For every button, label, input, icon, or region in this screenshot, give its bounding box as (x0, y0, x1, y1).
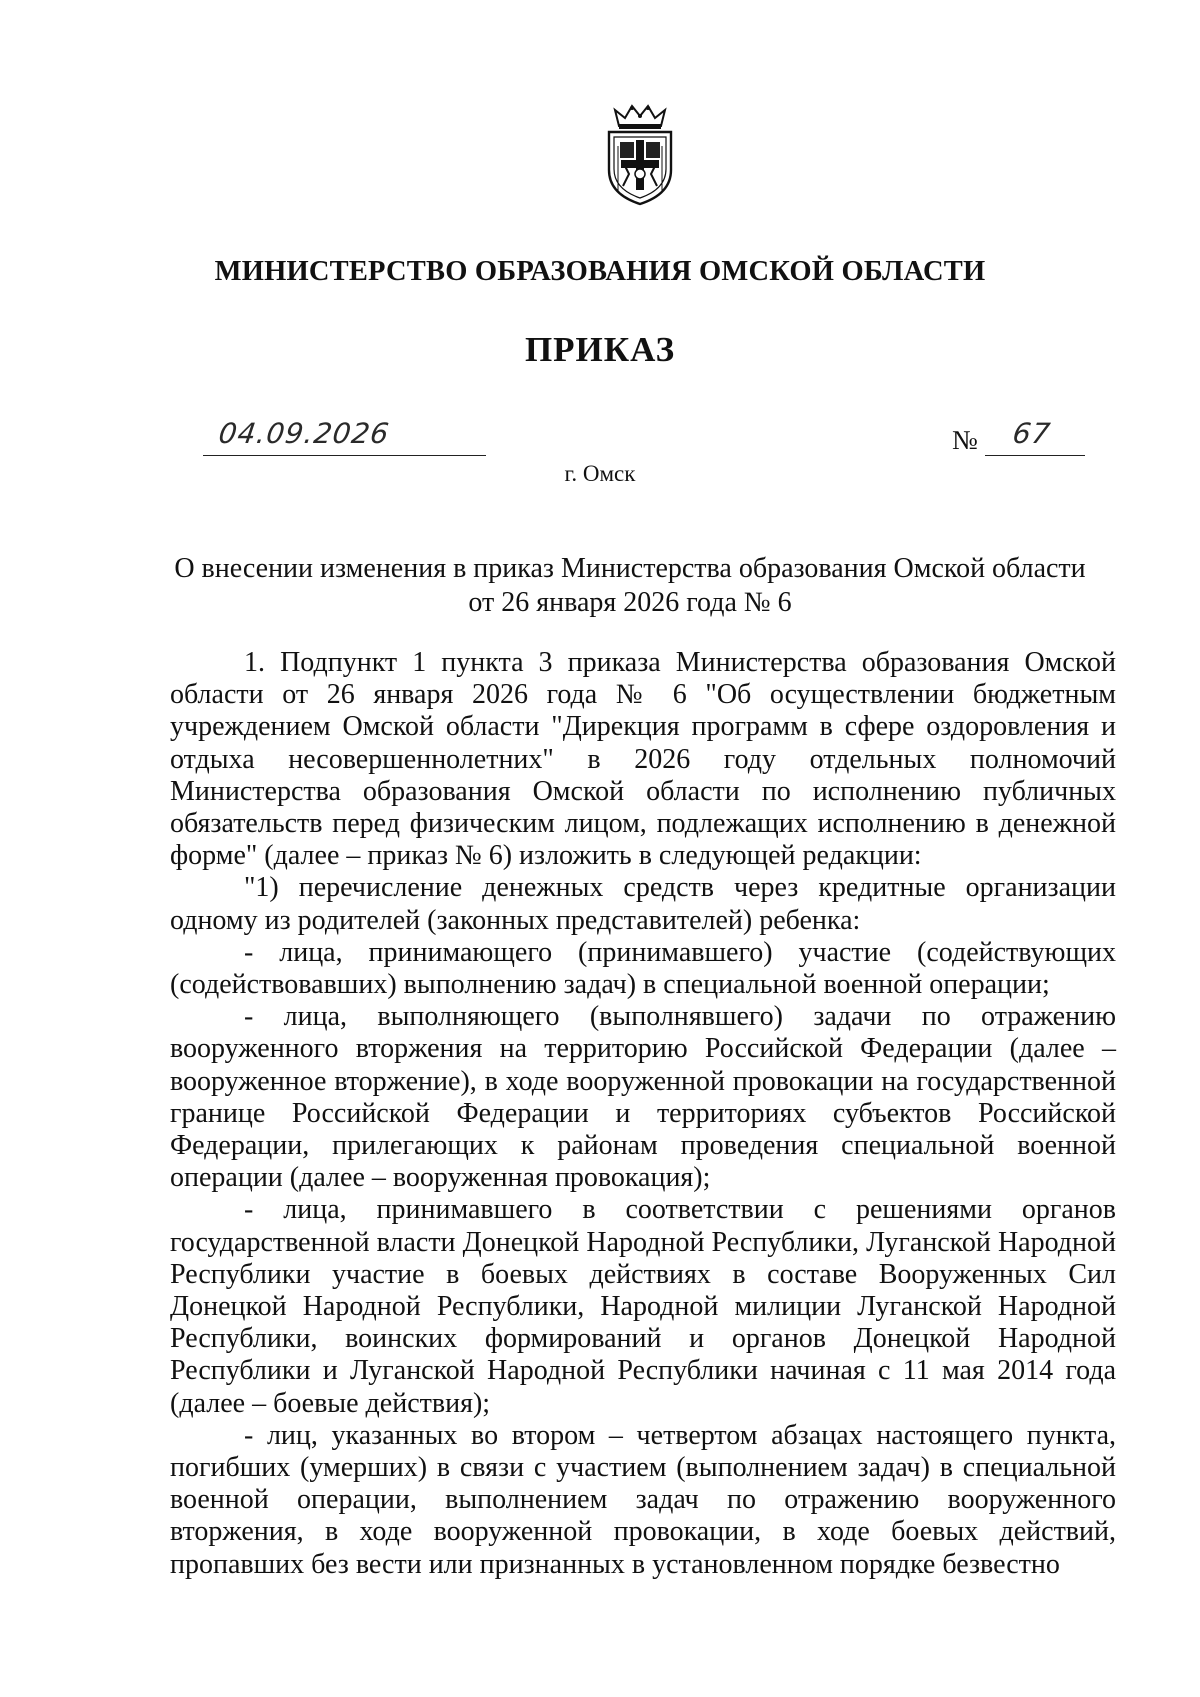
body-paragraph: - лиц, указанных во втором – четвертом абзацах настоящего пункта, погибших (умерших) в связи с участием (выполнением задач) в специальной военной операции, выполнением задач по отражению вооруженного вторжения, в ходе вооруженной провокации, в ходе боевых действий, пропавших без вести или признанных в установленном порядке безвестно (170, 1419, 1116, 1580)
number-label: № (952, 425, 978, 455)
document-type-title: ПРИКАЗ (524, 330, 676, 369)
ministry-title: МИНИСТЕРСТВО ОБРАЗОВАНИЯ ОМСКОЙ ОБЛАСТИ (214, 256, 986, 287)
date-handwritten: 04.09.2026 (216, 417, 392, 450)
omsk-coat-of-arms-icon (601, 104, 679, 206)
body-paragraph: - лица, принимавшего в соответствии с решениями органов государственной власти Донецкой Народной Республики, Луганской Народной Республики участие в боевых действиях в составе Вооруженных Сил Донецкой Народной Республики, Народной милиции Луганской Народной Республики, воинских формирований и органов Донецкой Народной Республики и Луганской Народной Республики начиная с 11 мая 2014 года (далее – боевые действия); (170, 1194, 1116, 1419)
body-paragraph: - лица, принимающего (принимавшего) участие (содействующих (содействовавших) выполнению задач) в специальной военной операции; (170, 936, 1116, 1001)
number-handwritten: 67 (1010, 417, 1053, 450)
date-field (203, 415, 486, 456)
body-paragraph: - лица, выполняющего (выполнявшего) задачи по отражению вооруженного вторжения на территорию Российской Федерации (далее – вооруженное вторжение), в ходе вооруженной провокации на государственной границе Российской Федерации и территориях субъектов Российской Федерации, прилегающих к районам проведения специальной военной операции (далее – вооруженная провокация); (170, 1001, 1116, 1194)
city-label: г. Омск (564, 461, 636, 486)
body-paragraph: 1. Подпункт 1 пункта 3 приказа Министерства образования Омской области от 26 января 2026 года № 6 "Об осуществлении бюджетным учреждением Омской области "Дирекция программ в сфере оздоровления и отдыха несовершеннолетних" в 2026 году отдельных полномочий Министерства образования Омской области по исполнению публичных обязательств перед физическим лицом, подлежащих исполнению в денежной форме" (далее – приказ № 6) изложить в следующей редакции: (170, 647, 1116, 872)
number-field (985, 415, 1085, 456)
body-paragraph: "1) перечисление денежных средств через кредитные организации одному из родителей (законных представителей) ребенка: (170, 872, 1116, 936)
document-body (170, 647, 1116, 1581)
subject-line-2: от 26 января 2026 года № 6 (468, 587, 792, 618)
subject-line-1: О внесении изменения в приказ Министерства образования Омской области (174, 553, 1086, 584)
document-subject (150, 552, 1110, 620)
